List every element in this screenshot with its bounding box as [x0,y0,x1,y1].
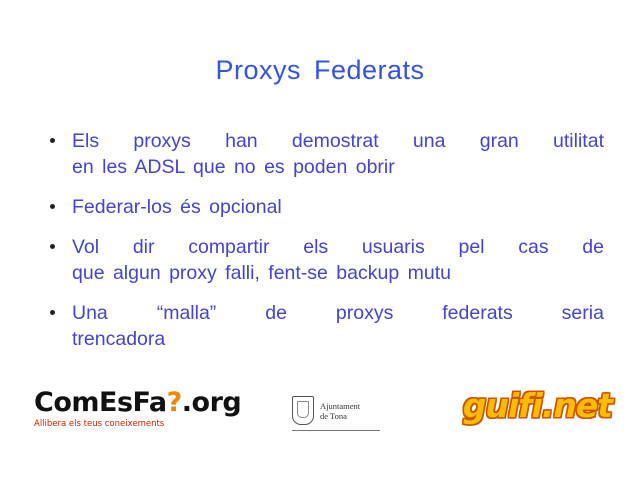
bullet-line: Federar-los és opcional [72,196,282,218]
bullet-dot-icon [50,310,55,315]
ajuntament-line-2: de Tona [320,410,347,421]
ajuntament-wordmark [320,401,360,421]
guifi-logo: guifi.net [462,386,612,425]
list-item [44,234,604,286]
comesfa-wordmark [34,388,244,418]
bullet-line: trencadora [72,328,166,350]
comesfa-name: ComEsFa [34,387,167,418]
bullet-list [44,128,604,366]
list-item [44,194,604,220]
bullet-line: Vol dir compartir els usuaris pel cas de [72,236,604,258]
ajuntament-underline [292,430,380,431]
bullet-line: Una “malla” de proxys federats seria [72,302,604,324]
list-item [44,300,604,352]
comesfa-question-mark: ? [166,387,182,418]
crest-icon [292,396,314,425]
comesfa-logo [34,388,244,429]
ajuntament-logo [292,396,360,425]
bullet-line: en les ADSL que no es poden obrir [72,156,395,178]
bullet-line: Els proxys han demostrat una gran utilitat [72,130,604,152]
bullet-dot-icon [50,204,55,209]
ajuntament-line-1: Ajuntament [320,400,361,411]
footer-logos [0,382,640,462]
bullet-dot-icon [50,138,55,143]
page-title: Proxys Federats [215,55,425,85]
comesfa-tagline: Allibera els teus coneixements [34,419,165,429]
list-item [44,128,604,180]
bullet-line: que algun proxy falli, fent-se backup mutu [72,262,451,284]
bullet-dot-icon [50,244,55,249]
comesfa-tld: .org [181,387,242,418]
